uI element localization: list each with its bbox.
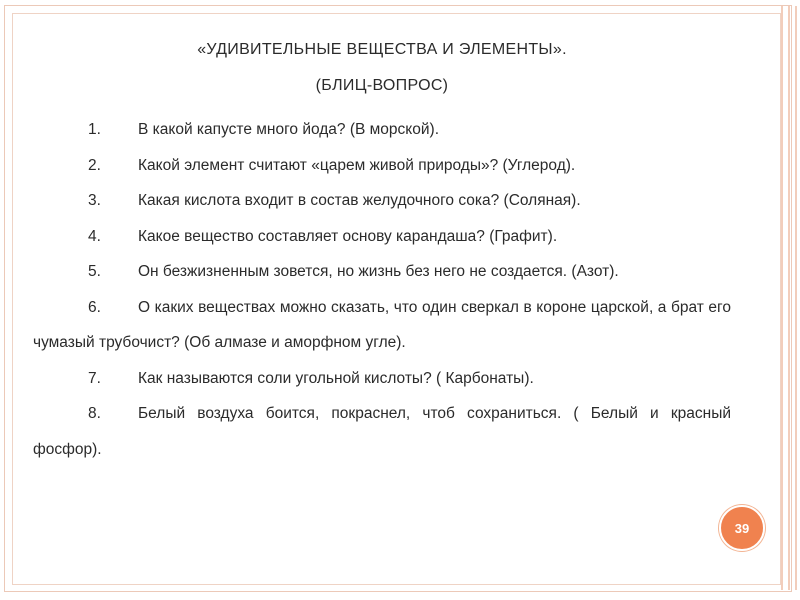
side-bar-line (788, 6, 790, 590)
decorative-side-bar (781, 6, 797, 590)
question-item (33, 290, 731, 361)
question-list (33, 112, 731, 467)
question-text: Какой элемент считают «царем живой природы»? (Углерод). (138, 156, 576, 174)
question-number: 5. (88, 263, 101, 280)
question-number: 7. (88, 369, 101, 387)
question-number: 6. (88, 298, 101, 316)
side-bar-line (795, 6, 797, 590)
page-number-badge (719, 505, 765, 551)
question-item (33, 148, 731, 184)
question-text: Как называются соли угольной кислоты? ( Карбонаты). (138, 369, 534, 387)
question-item (33, 183, 731, 219)
question-number: 4. (88, 227, 101, 245)
slide-title: «УДИВИТЕЛЬНЫЕ ВЕЩЕСТВА И ЭЛЕМЕНТЫ». (197, 41, 567, 58)
question-number: 3. (88, 192, 101, 209)
question-item (33, 396, 731, 467)
side-bar-line (781, 6, 783, 590)
question-text: Какая кислота входит в состав желудочного сока? (Соляная). (138, 192, 581, 209)
slide-content (33, 40, 731, 467)
question-item (33, 112, 731, 148)
question-text: О каких веществах можно сказать, что один сверкал в короне царской, а брат его чумазый трубочист? (Об алмазе и аморфном угле). (33, 298, 731, 351)
question-number: 1. (88, 121, 101, 138)
question-item (33, 361, 731, 397)
question-number: 8. (88, 405, 101, 422)
question-number: 2. (88, 156, 101, 174)
page-number: 39 (734, 520, 750, 536)
question-text: Какое вещество составляет основу карандаша? (Графит). (138, 227, 558, 245)
question-text: В какой капусте много йода? (В морской). (138, 121, 440, 138)
question-text: Он безжизненным зовется, но жизнь без него не создается. (Азот). (138, 263, 619, 280)
question-item (33, 254, 731, 290)
question-item (33, 219, 731, 255)
slide-subtitle: (БЛИЦ-ВОПРОС) (315, 77, 449, 94)
question-text: Белый воздуха боится, покраснел, чтоб сохраниться. ( Белый и красный фосфор). (33, 405, 731, 458)
